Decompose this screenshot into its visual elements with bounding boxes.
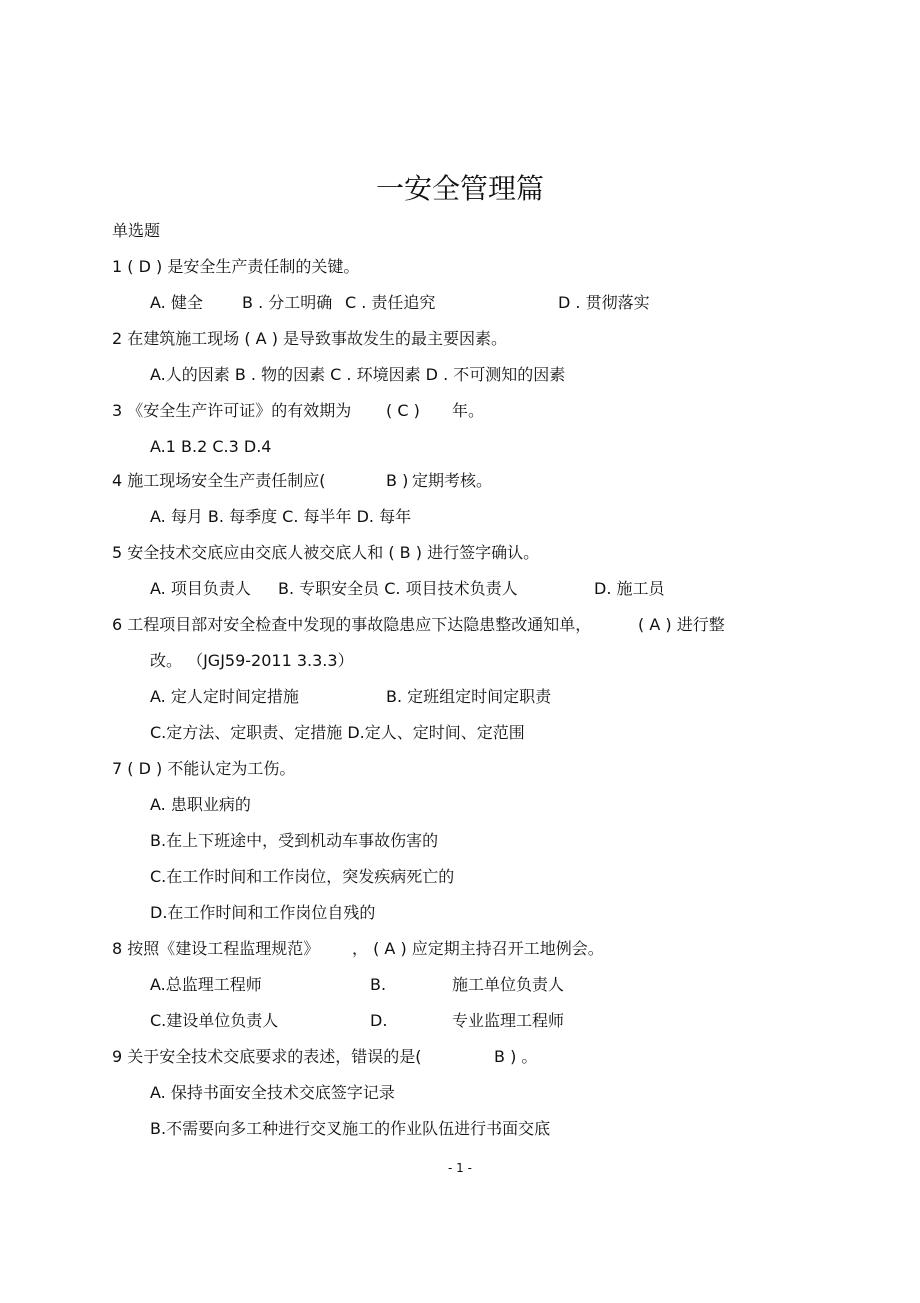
question-1-option-b: B . 分工明确 <box>242 293 333 312</box>
question-5-option-a: A. 项目负责人 <box>150 579 251 598</box>
question-2-stem: 2 在建筑施工现场 ( A ) 是导致事故发生的最主要因素。 <box>112 329 508 348</box>
question-5-option-bc: B. 专职安全员 C. 项目技术负责人 <box>278 579 518 598</box>
question-4-answer: B ) <box>386 471 409 490</box>
question-8-option-b-text: 施工单位负责人 <box>452 975 565 994</box>
question-5-stem: 5 安全技术交底应由交底人被交底人和 ( B ) 进行签字确认。 <box>112 543 540 562</box>
question-6-continuation: 改。 （JGJ59-2011 3.3.3） <box>150 651 354 670</box>
question-7-option-b: B.在上下班途中，受到机动车事故伤害的 <box>150 831 439 850</box>
page-number: - 1 - <box>448 1161 472 1175</box>
question-9-answer: B ) 。 <box>494 1047 538 1066</box>
question-1-option-d: D . 贯彻落实 <box>558 293 650 312</box>
question-1-option-c: C . 责任追究 <box>345 293 436 312</box>
question-8-option-b-label: B. <box>370 975 387 994</box>
question-3-options: A.1 B.2 C.3 D.4 <box>150 437 272 456</box>
question-4-suffix: 定期考核。 <box>412 471 493 490</box>
question-1-stem: 1 ( D ) 是安全生产责任制的关键。 <box>112 257 360 276</box>
question-8-option-d-label: D. <box>370 1011 388 1030</box>
question-6-answer: ( A ) 进行整 <box>638 615 725 634</box>
question-7-option-a: A. 患职业病的 <box>150 795 251 814</box>
section-heading: 单选题 <box>112 221 161 240</box>
question-4-options: A. 每月 B. 每季度 C. 每半年 D. 每年 <box>150 507 412 526</box>
question-7-stem: 7 ( D ) 不能认定为工伤。 <box>112 759 296 778</box>
question-8-option-a: A.总监理工程师 <box>150 975 262 994</box>
question-3-stem: 3 《安全生产许可证》的有效期为 <box>112 401 352 420</box>
question-8-answer: ， ( A ) 应定期主持召开工地例会。 <box>352 939 604 958</box>
question-6-stem: 6 工程项目部对安全检查中发现的事故隐患应下达隐患整改通知单， <box>112 615 592 634</box>
question-3-suffix: 年。 <box>452 401 485 420</box>
question-6-option-a: A. 定人定时间定措施 <box>150 687 299 706</box>
question-8-option-d-text: 专业监理工程师 <box>452 1011 565 1030</box>
question-1-option-a: A. 健全 <box>150 293 203 312</box>
question-6-option-b: B. 定班组定时间定职责 <box>386 687 552 706</box>
question-9-option-a: A. 保持书面安全技术交底签字记录 <box>150 1083 395 1102</box>
question-2-options: A.人的因素 B . 物的因素 C . 环境因素 D . 不可测知的因素 <box>150 365 566 384</box>
question-7-option-c: C.在工作时间和工作岗位，突发疾病死亡的 <box>150 867 455 886</box>
question-9-stem: 9 关于安全技术交底要求的表述，错误的是( <box>112 1047 422 1066</box>
question-9-option-b: B.不需要向多工种进行交叉施工的作业队伍进行书面交底 <box>150 1119 551 1138</box>
page-title: 一安全管理篇 <box>375 172 544 205</box>
question-6-option-cd: C.定方法、定职责、定措施 D.定人、定时间、定范围 <box>150 723 525 742</box>
question-7-option-d: D.在工作时间和工作岗位自残的 <box>150 903 376 922</box>
question-8-stem: 8 按照《建设工程监理规范》 <box>112 939 320 958</box>
question-4-stem: 4 施工现场安全生产责任制应( <box>112 471 326 490</box>
question-3-answer: ( C ) <box>386 401 420 420</box>
question-8-option-c: C.建设单位负责人 <box>150 1011 279 1030</box>
question-5-option-d: D. 施工员 <box>594 579 665 598</box>
